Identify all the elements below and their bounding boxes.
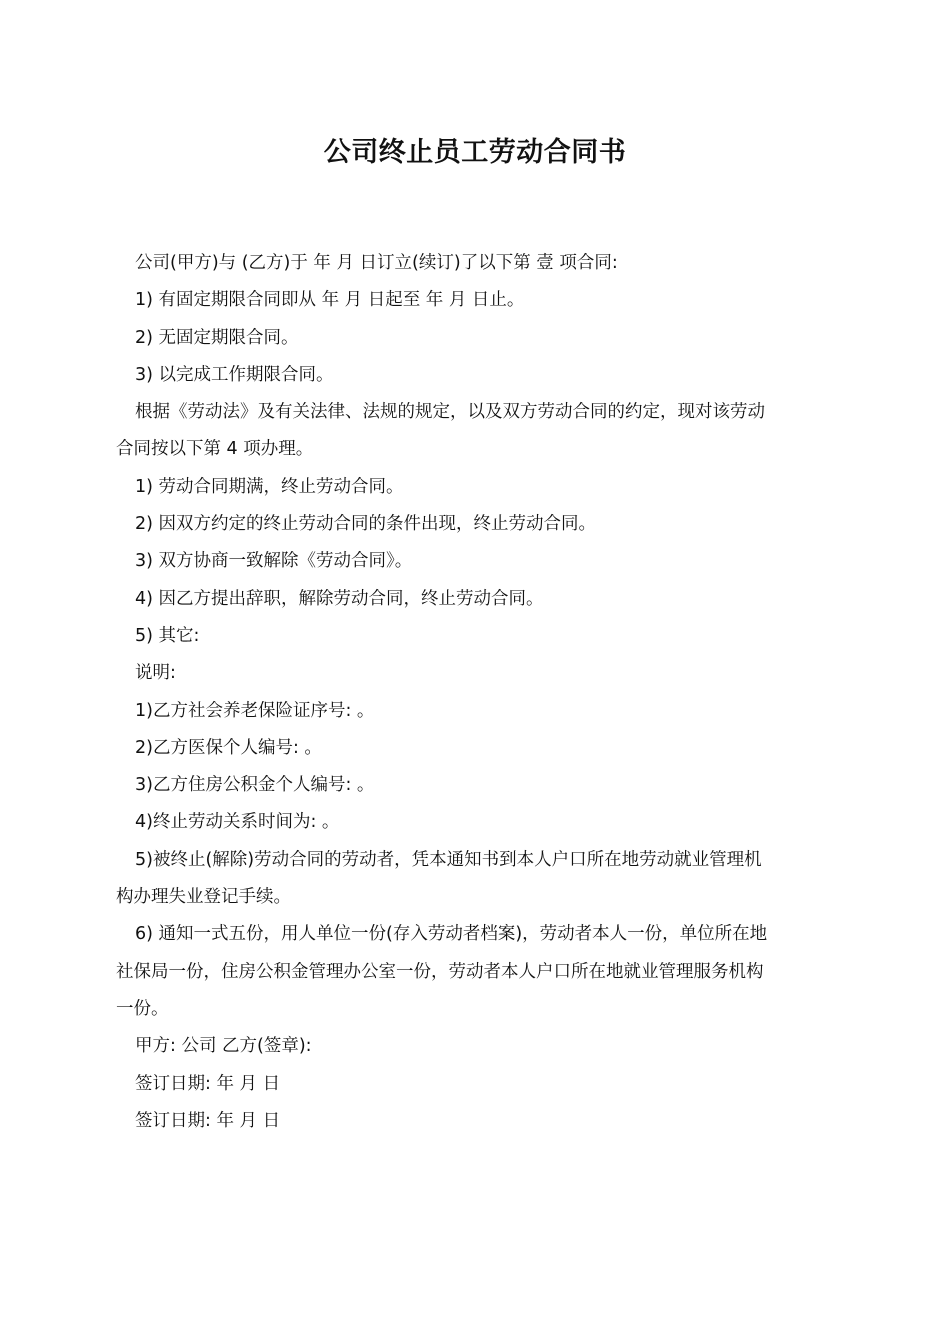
paragraph-line: 一份。: [116, 998, 169, 1019]
paragraph-line: 根据《劳动法》及有关法律、法规的规定，以及双方劳动合同的约定，现对该劳动: [135, 402, 765, 423]
date-line: 签订日期: 年 月 日: [135, 1073, 281, 1094]
paragraph-line: 公司(甲方)与 (乙方)于 年 月 日订立(续订)了以下第 壹 项合同:: [135, 253, 618, 273]
paragraph-line: 3) 双方协商一致解除《劳动合同》。: [135, 551, 413, 572]
paragraph-line: 1)乙方社会养老保险证序号: 。: [135, 700, 375, 721]
paragraph-line: 6) 通知一式五份，用人单位一份(存入劳动者档案)，劳动者本人一份，单位所在地: [135, 924, 768, 945]
paragraph-line: 2) 因双方约定的终止劳动合同的条件出现，终止劳动合同。: [135, 514, 597, 535]
paragraph-line: 4) 因乙方提出辞职，解除劳动合同，终止劳动合同。: [135, 588, 544, 609]
paragraph-line: 社保局一份，住房公积金管理办公室一份，劳动者本人户口所在地就业管理服务机构: [116, 961, 764, 982]
paragraph-line: 5)被终止(解除)劳动合同的劳动者，凭本通知书到本人户口所在地劳动就业管理机: [135, 849, 762, 870]
paragraph-line: 说明:: [135, 663, 176, 684]
document-title: 公司终止员工劳动合同书: [323, 137, 627, 168]
paragraph-line: 5) 其它:: [135, 625, 200, 646]
paragraph-line: 1) 有固定期限合同即从 年 月 日起至 年 月 日止。: [135, 290, 525, 311]
paragraph-line: 2) 无固定期限合同。: [135, 327, 299, 348]
paragraph-line: 4)终止劳动关系时间为: 。: [135, 812, 340, 833]
paragraph-line: 3)乙方住房公积金个人编号: 。: [135, 775, 375, 796]
paragraph-line: 3) 以完成工作期限合同。: [135, 364, 334, 385]
paragraph-line: 构办理失业登记手续。: [116, 887, 291, 908]
date-line: 签订日期: 年 月 日: [135, 1110, 281, 1131]
signature-line: 甲方: 公司 乙方(签章):: [135, 1036, 312, 1057]
paragraph-line: 1) 劳动合同期满，终止劳动合同。: [135, 476, 404, 497]
paragraph-line: 合同按以下第 4 项办理。: [116, 439, 314, 460]
document-body: [116, 245, 838, 1140]
paragraph-line: 2)乙方医保个人编号: 。: [135, 737, 322, 758]
